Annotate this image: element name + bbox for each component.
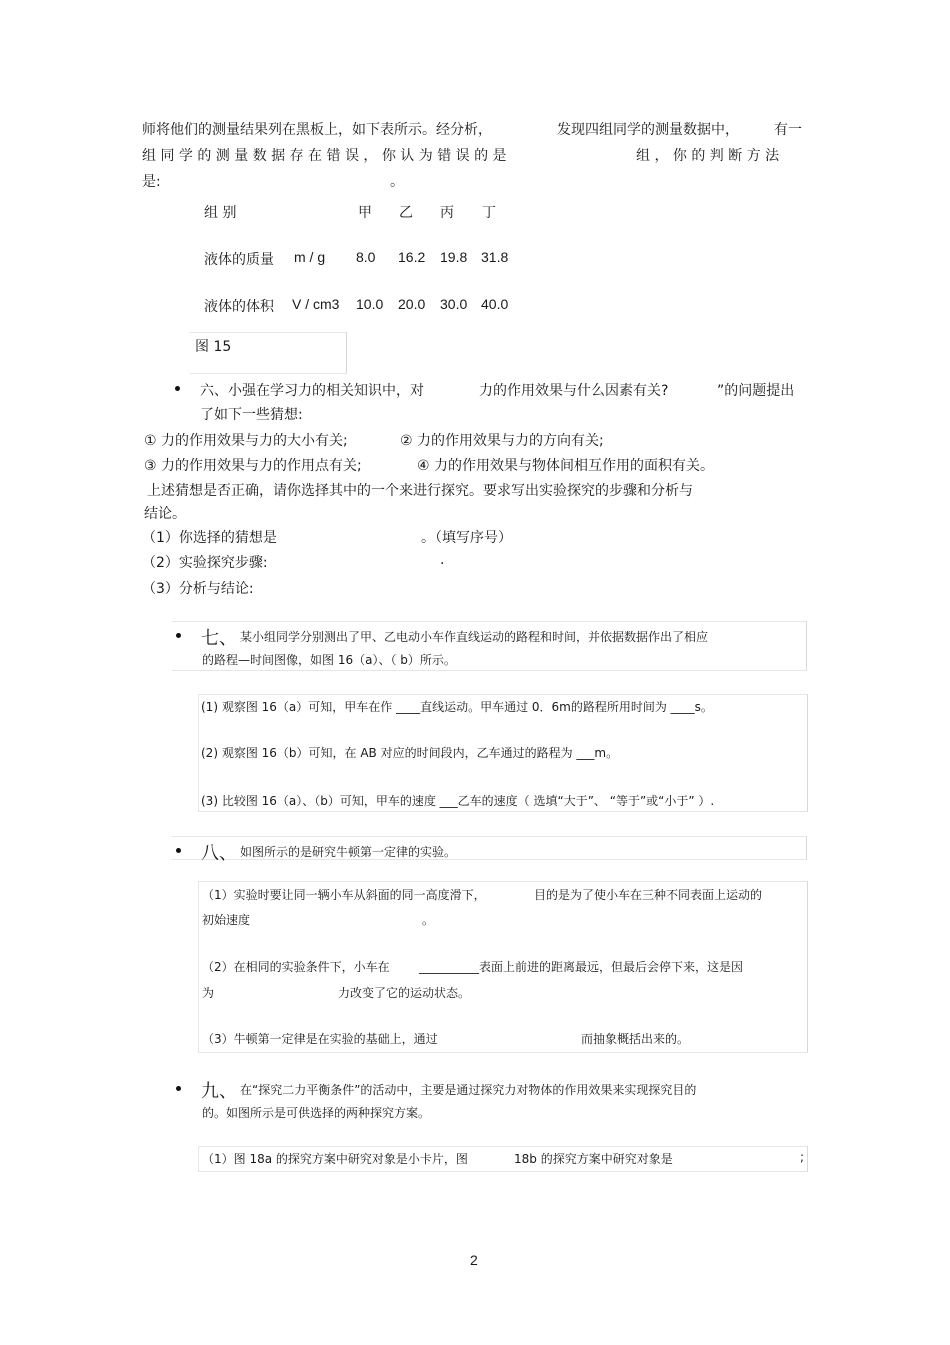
q6-option-1: ① 力的作用效果与力的大小有关;: [144, 433, 348, 449]
q7-line2: 的路程—时间图像，如图 16（a）、（ b）所示。: [202, 653, 456, 667]
bullet-icon: [176, 633, 181, 638]
q6-option-2: ② 力的作用效果与力的方向有关;: [400, 433, 604, 449]
q8-sub1-b: 目的是为了使小车在三种不同表面上运动的: [534, 888, 763, 902]
intro-line3-a: 是:: [142, 174, 161, 190]
volume-label: 液体的体积: [204, 299, 274, 315]
q6-line1-a: 六、小强在学习力的相关知识中，对: [200, 383, 424, 399]
q6-sub2-a: （2）实验探究步骤:: [142, 555, 268, 571]
q8-sub1-d: 。: [422, 913, 435, 927]
q6-line2: 了如下一些猜想:: [200, 407, 303, 423]
intro-line2-a: 组 同 学 的 测 量 数 据 存 在 错 误 ， 你 认 为 错 误 的 是: [142, 148, 507, 164]
bullet-icon: [176, 848, 181, 853]
q6-line1-c: ”的问题提出: [717, 383, 795, 399]
volume-value-jia: 10.0: [356, 296, 384, 312]
mass-value-ding: 31.8: [481, 249, 509, 265]
q6-sub1-a: （1）你选择的猜想是: [142, 530, 277, 546]
volume-unit: V / cm3: [292, 296, 340, 312]
page-number: 2: [470, 1252, 478, 1268]
volume-value-ding: 40.0: [481, 296, 509, 312]
volume-value-bing: 30.0: [440, 296, 468, 312]
q6-sub1-b: 。（填写序号）: [421, 530, 512, 546]
group-jia: 甲: [358, 205, 372, 221]
q9-line2: 的。如图所示是可供选择的两种探究方案。: [202, 1106, 431, 1120]
mass-label: 液体的质量: [204, 252, 274, 268]
q7-sub1: (1) 观察图 16（a）可知，甲车在作 ____直线运动。甲车通过 0．6m的路程所用时间为 ____s。: [201, 700, 713, 714]
q8-sub3-b: 而抽象概括出来的。: [581, 1032, 690, 1046]
table-header-label: 组 别: [204, 205, 237, 221]
bullet-icon: [176, 1086, 181, 1091]
mass-value-bing: 19.8: [440, 249, 468, 265]
mass-value-yi: 16.2: [398, 249, 426, 265]
q6-sub3: （3）分析与结论:: [142, 581, 254, 597]
intro-line1-b: 发现四组同学的测量数据中，: [557, 122, 739, 138]
q8-sub2-c: 为: [202, 986, 215, 1000]
intro-line3-b: 。: [390, 174, 404, 190]
volume-value-yi: 20.0: [398, 296, 426, 312]
q8-sub1-a: （1）实验时要让同一辆小车从斜面的同一高度滑下，: [202, 888, 486, 902]
q7-sub3: (3) 比较图 16（a）、（b）可知，甲车的速度 ___乙车的速度（ 选填“大于”、 “等于”或“小于” ）.: [201, 794, 715, 808]
q8-sub2-a: （2）在相同的实验条件下，小车在: [202, 960, 390, 974]
q6-line1-b: 力的作用效果与什么因素有关?: [479, 383, 669, 399]
group-bing: 丙: [440, 205, 454, 221]
q8-number: 八、: [201, 843, 237, 864]
intro-line1-a: 师将他们的测量结果列在黑板上，如下表所示。经分析，: [142, 122, 492, 138]
q6-desc-1: 上述猜想是否正确，请你选择其中的一个来进行探究。要求写出实验探究的步骤和分析与: [147, 483, 693, 499]
bullet-icon: [175, 386, 180, 391]
q6-desc-2: 结论。: [144, 506, 186, 522]
q7-line1: 某小组同学分别测出了甲、乙电动小车作直线运动的路程和时间，并依据数据作出了相应: [240, 630, 709, 644]
q8-sub2-b: __________表面上前进的距离最远，但最后会停下来，这是因: [419, 960, 744, 974]
q9-line1: 在“探究二力平衡条件”的活动中，主要是通过探究力对物体的作用效果来实现探究目的: [240, 1083, 697, 1097]
mass-unit: m / g: [294, 249, 326, 265]
q8-sub3-a: （3）牛顿第一定律是在实验的基础上，通过: [202, 1032, 438, 1046]
group-ding: 丁: [482, 205, 496, 221]
q9-sub1-c: ;: [800, 1150, 805, 1164]
mass-value-jia: 8.0: [356, 249, 376, 265]
q8-sub1-c: 初始速度: [202, 913, 251, 927]
q9-sub1-a: （1）图 18a 的探究方案中研究对象是小卡片，图: [202, 1152, 468, 1166]
figure-15-caption: 图 15: [195, 339, 232, 355]
intro-line1-c: 有一: [774, 122, 802, 138]
q6-sub2-b: .: [440, 552, 445, 568]
group-yi: 乙: [399, 205, 413, 221]
q9-number: 九、: [201, 1081, 237, 1102]
q8-title: 如图所示的是研究牛顿第一定律的实验。: [240, 845, 457, 859]
q8-sub2-d: 力改变了它的运动状态。: [338, 986, 471, 1000]
intro-line2-b: 组 ， 你 的 判 断 方 法: [636, 148, 780, 164]
q6-option-3: ③ 力的作用效果与力的作用点有关;: [144, 458, 362, 474]
q7-sub2: (2) 观察图 16（b）可知，在 AB 对应的时间段内，乙车通过的路程为 ___m。: [201, 746, 619, 760]
q9-sub1-b: 18b 的探究方案中研究对象是: [514, 1152, 673, 1166]
q7-number: 七、: [201, 628, 237, 649]
q6-option-4: ④ 力的作用效果与物体间相互作用的面积有关。: [417, 458, 714, 474]
